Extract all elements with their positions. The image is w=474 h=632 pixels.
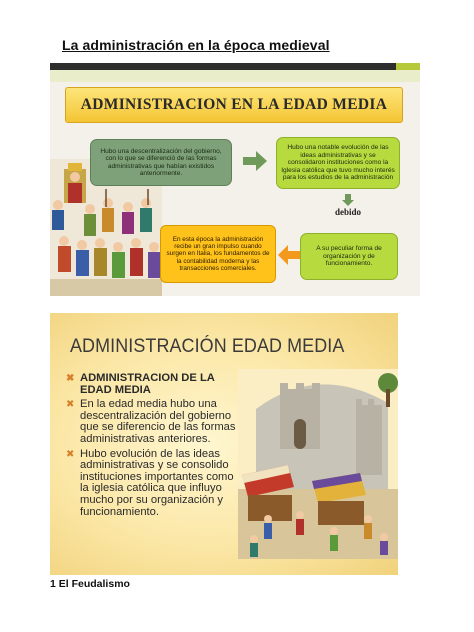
slide-banner	[65, 87, 403, 123]
box-impulso-italia	[160, 225, 276, 283]
slide-edad-media-diagram	[50, 63, 420, 296]
x-bullet-icon: ✖	[66, 373, 75, 384]
arrow-right-icon	[243, 151, 267, 171]
box-descentralizacion-text: Hubo una descentralización del gobierno, con lo que se diferenció de las formas administrativas que habían existidos anteriormente.	[100, 147, 222, 177]
slide-top-bar	[50, 63, 420, 70]
slide-header-band	[50, 70, 420, 82]
medieval-market-illustration	[238, 369, 398, 559]
box-organizacion	[300, 233, 398, 280]
page-title: La administración en la época medieval	[62, 37, 330, 53]
slide-administracion-edad-media	[50, 313, 398, 575]
slide-top-bar-accent	[396, 63, 420, 70]
list-item: ✖ Hubo evolución de las ideas administrativas y se consolido instituciones importantes como la iglesia católica que influyo mucho por su organización y funcionamiento.	[66, 447, 234, 518]
slide2-title: ADMINISTRACIÓN EDAD MEDIA	[70, 335, 345, 357]
arrow-down-icon	[342, 194, 354, 206]
box-impulso-italia-text: En esta época la administración recibe un gran impulso cuando surgen en Italia, los fundamentos de la contabilidad moderna y las transacciones comerciales.	[166, 235, 270, 272]
x-bullet-icon: ✖	[66, 448, 75, 460]
list-item: ✖ ADMINISTRACION DE LA EDAD MEDIA	[66, 372, 215, 396]
box-descentralizacion	[90, 139, 232, 186]
figure-caption: 1 El Feudalismo	[50, 578, 130, 590]
box-evolucion-ideas-text: Hubo una notable evolución de las ideas administrativas y se consolidaron instituciones como la Iglesia católica que tuvo mucho interés para los estudios de la administración	[281, 144, 395, 182]
slide-banner-text: ADMINISTRACION EN LA EDAD MEDIA	[80, 96, 388, 113]
x-bullet-icon: ✖	[66, 399, 75, 411]
connector-label: debido	[335, 207, 362, 217]
arrow-left-icon	[278, 245, 300, 265]
list-item: ✖ En la edad media hubo una descentralización del gobierno que se diferencio de las formas administrativas anteriores.	[66, 398, 236, 445]
slide2-bullet-list	[64, 373, 242, 521]
box-evolucion-ideas	[276, 137, 400, 189]
box-organizacion-text: A su peculiar forma de organización y de funcionamiento.	[316, 245, 382, 268]
